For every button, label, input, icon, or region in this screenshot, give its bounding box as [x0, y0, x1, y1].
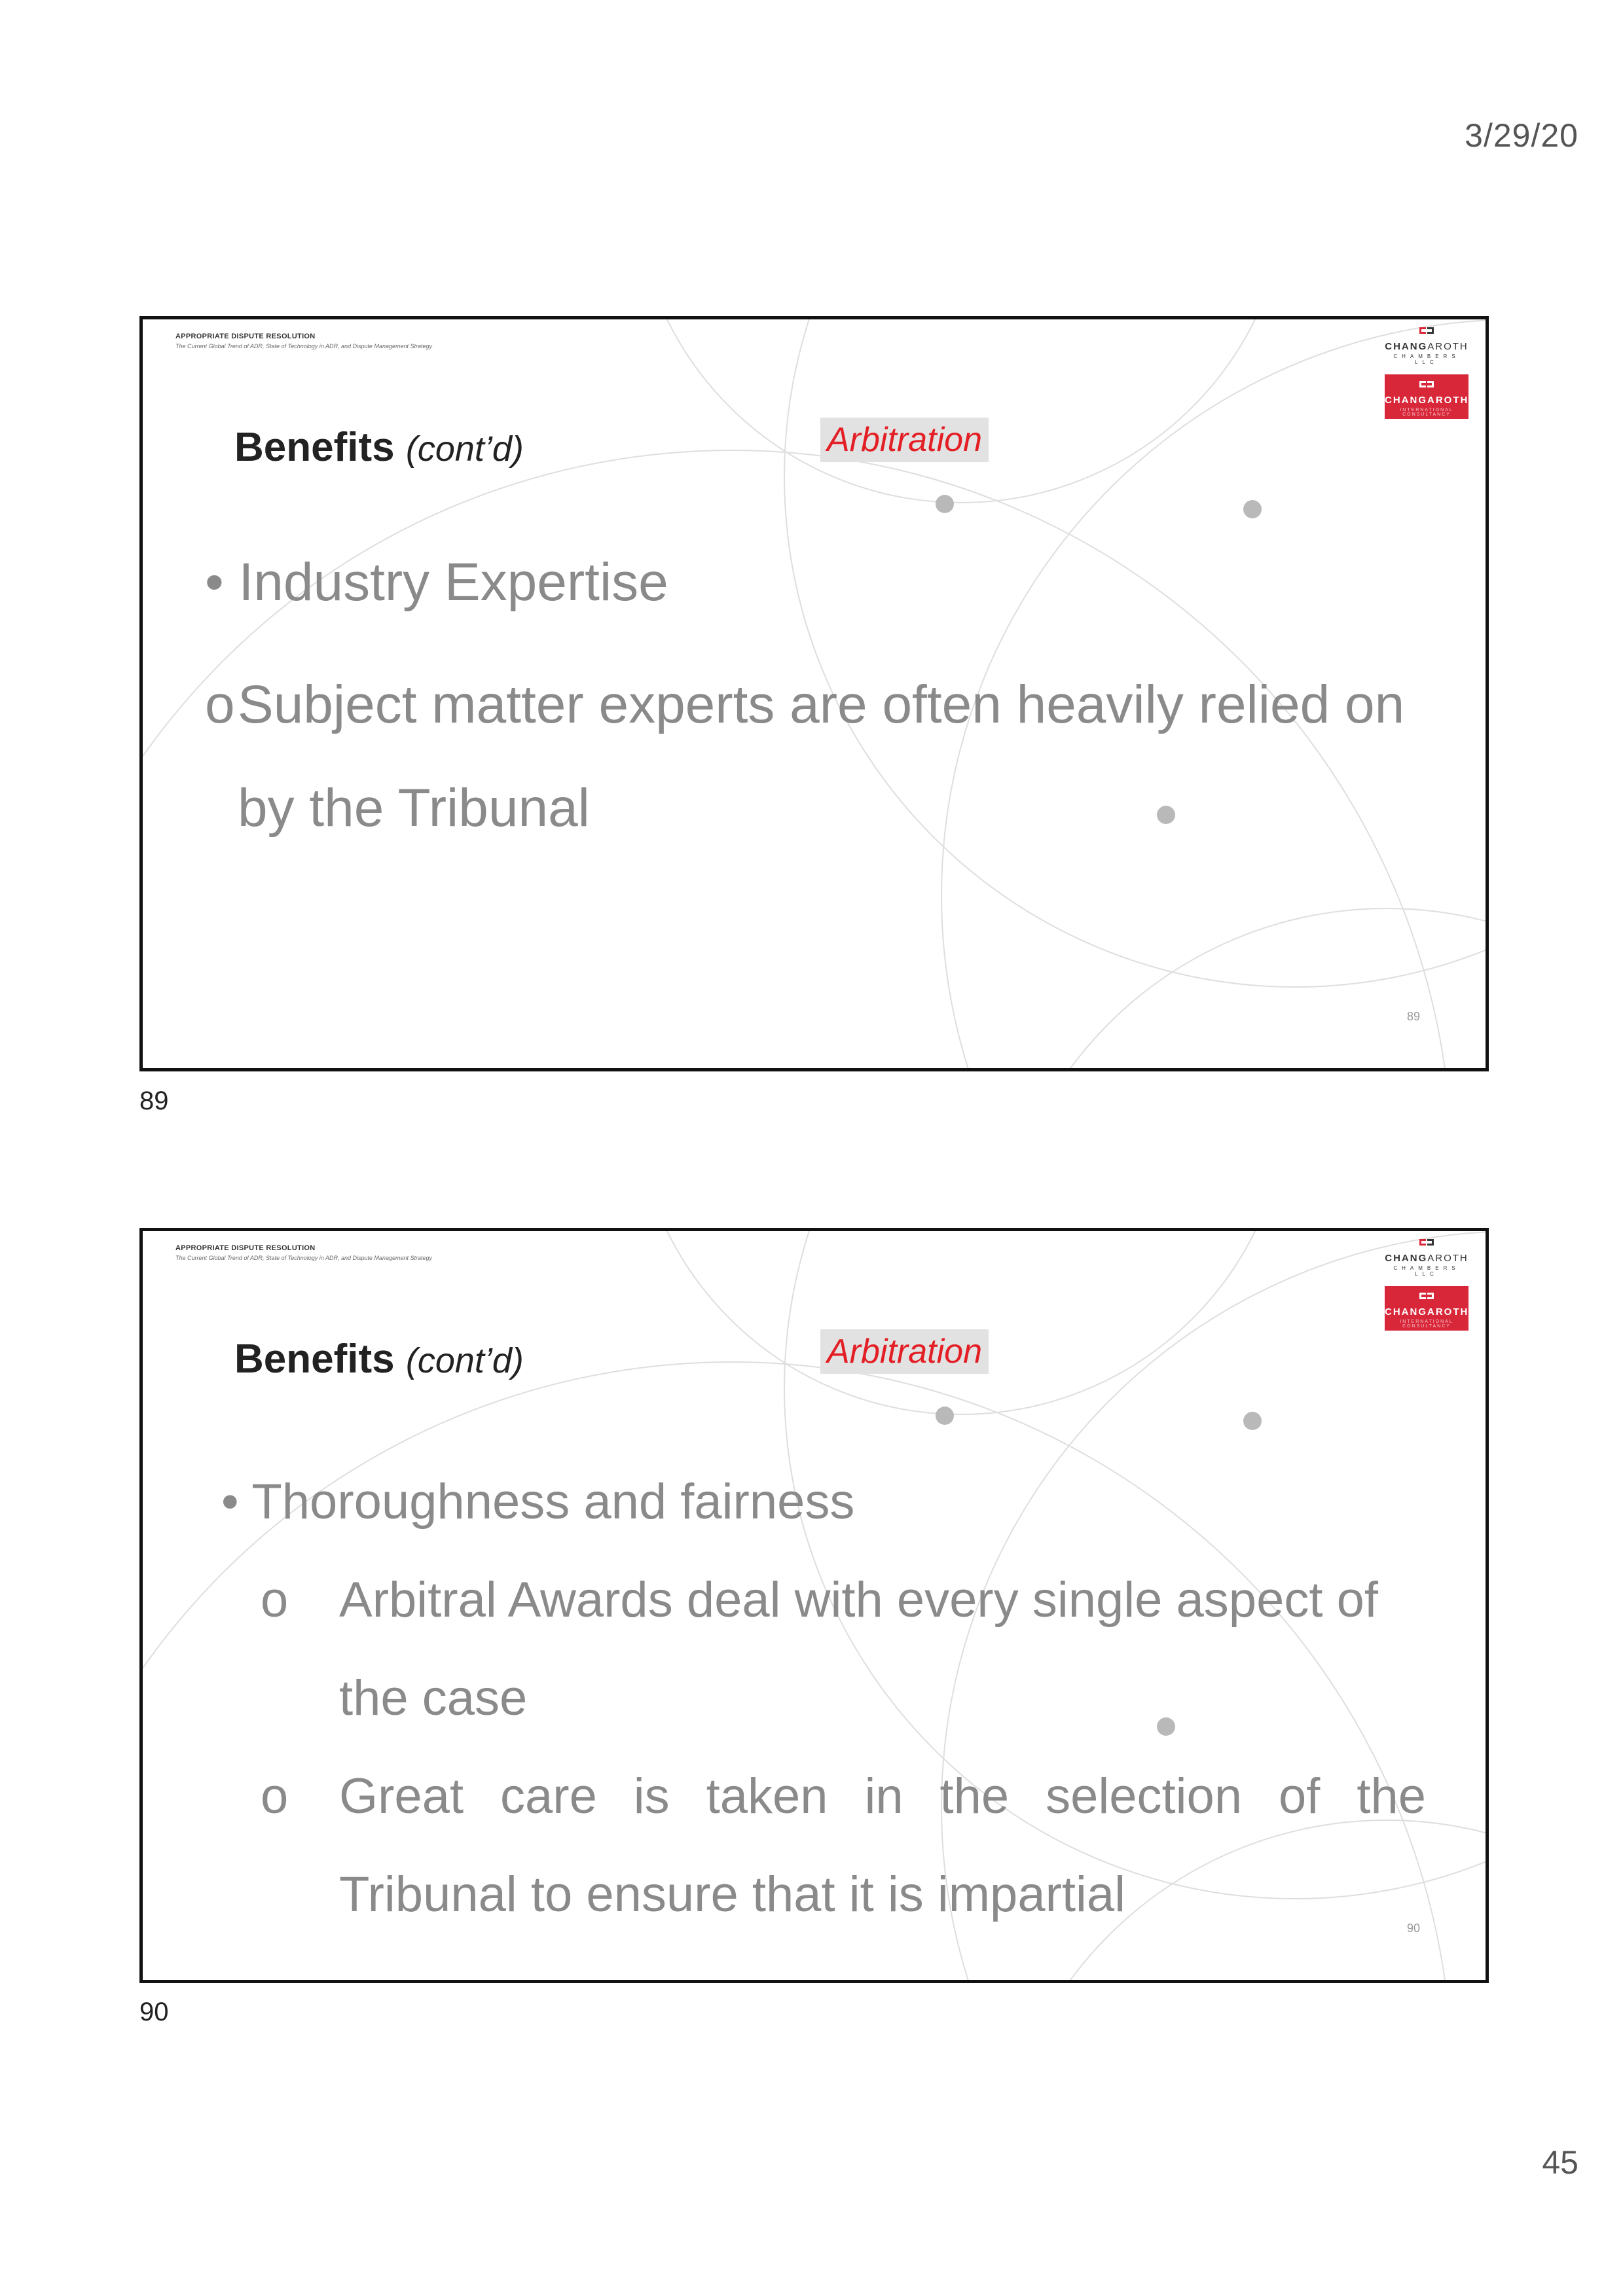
sub-bullet-line2: the case — [339, 1670, 528, 1726]
header-title: APPROPRIATE DISPUTE RESOLUTION — [175, 332, 316, 340]
header-title: APPROPRIATE DISPUTE RESOLUTION — [175, 1244, 316, 1252]
slide-caption: 89 — [139, 1086, 169, 1115]
slide-89 — [139, 316, 1489, 1071]
slide-90 — [139, 1228, 1489, 1983]
logo-mark-icon — [1417, 326, 1436, 335]
sub-bullet-line1: Subject matter experts are often heavily relied on — [238, 675, 1405, 734]
logo-name-thin: AROTH — [1427, 1253, 1468, 1264]
logo-red-name: CHANGAROTH — [1385, 395, 1469, 406]
bullet-item: • Industry Expertise — [205, 552, 668, 612]
bullet-item: • Thoroughness and fairness — [221, 1474, 855, 1530]
sub-bullet-line1: Arbitral Awards deal with every single aspect of — [339, 1572, 1378, 1628]
logo-subtitle: CHAMBERS LLC — [1393, 1265, 1460, 1277]
sub-bullet-marker: o — [261, 1572, 289, 1628]
logo-red-block — [1385, 1286, 1468, 1331]
changaroth-logo — [1381, 1238, 1472, 1329]
sub-bullet-line2: by the Tribunal — [238, 778, 590, 838]
heading-italic: (cont’d) — [405, 429, 524, 469]
page-date: 3/29/20 — [1465, 117, 1578, 154]
logo-name-thin: AROTH — [1427, 341, 1468, 352]
header-subtitle: The Current Global Trend of ADR, State of Technology in ADR, and Dispute Management Strategy — [175, 1255, 433, 1261]
slide-heading — [234, 424, 524, 471]
slide-number: 89 — [1406, 1010, 1420, 1023]
slide-number: 90 — [1406, 1922, 1420, 1935]
sub-bullet-marker: o — [261, 1768, 289, 1824]
logo-mark-icon — [1417, 1291, 1436, 1300]
topic-label: Arbitration — [820, 1329, 989, 1374]
heading-bold: Benefits — [234, 1336, 395, 1382]
logo-red-subtitle: INTERNATIONAL CONSULTANCY — [1400, 408, 1453, 417]
page-number: 45 — [1542, 2144, 1578, 2181]
heading-italic: (cont’d) — [405, 1341, 524, 1380]
sub-bullet-marker: o — [205, 675, 235, 734]
logo-red-block — [1385, 374, 1468, 419]
logo-name-bold: CHANG — [1385, 1253, 1428, 1264]
logo-red-name: CHANGAROTH — [1385, 1306, 1469, 1318]
sub-bullet-line2: Tribunal to ensure that it is impartial — [339, 1867, 1126, 1922]
topic-label: Arbitration — [820, 418, 989, 462]
logo-mark-icon — [1417, 380, 1436, 389]
slide-heading — [234, 1336, 524, 1382]
logo-subtitle: CHAMBERS LLC — [1393, 353, 1460, 365]
header-subtitle: The Current Global Trend of ADR, State of Technology in ADR, and Dispute Management Strategy — [175, 343, 433, 350]
slide-caption: 90 — [139, 1998, 169, 2026]
heading-bold: Benefits — [234, 425, 395, 470]
sub-bullet-line1: Great care is taken in the selection of the — [339, 1768, 1426, 1824]
logo-name-bold: CHANG — [1385, 341, 1428, 352]
bullet-text: Industry Expertise — [238, 552, 668, 612]
changaroth-logo — [1381, 326, 1472, 418]
logo-mark-icon — [1417, 1238, 1436, 1247]
logo-red-subtitle: INTERNATIONAL CONSULTANCY — [1400, 1319, 1453, 1329]
bullet-text: Thoroughness and fairness — [251, 1474, 855, 1530]
sub-bullet-item — [205, 653, 1475, 860]
